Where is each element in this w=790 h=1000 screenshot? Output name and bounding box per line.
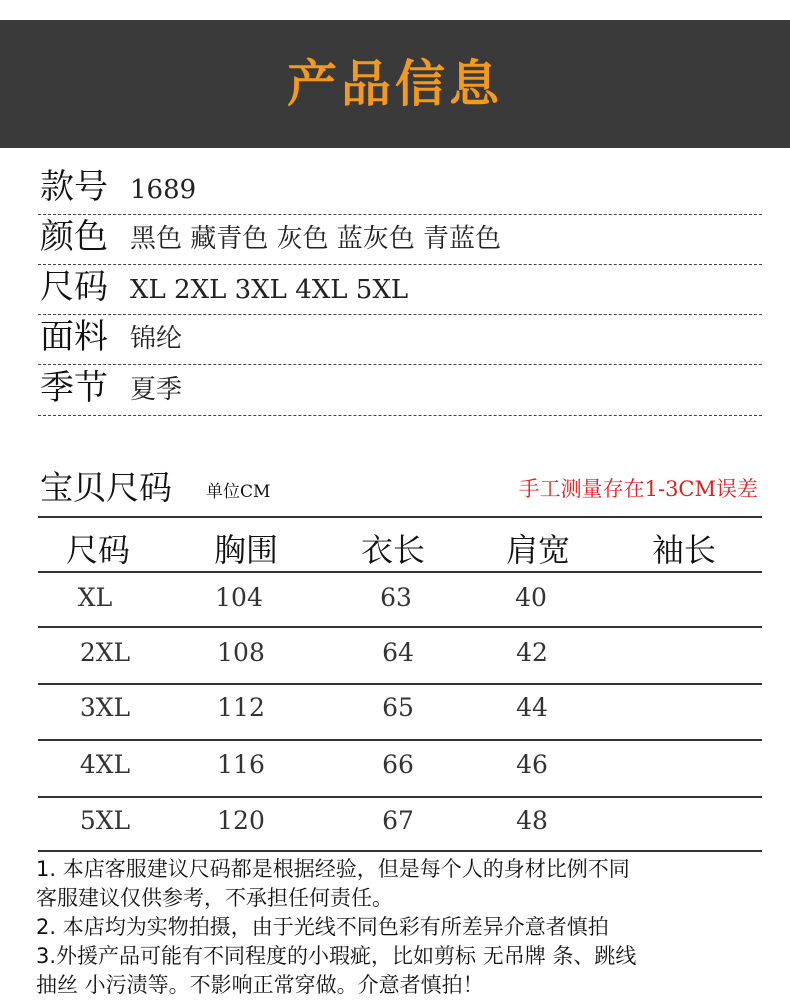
table-cell-chest: 104 xyxy=(215,583,263,612)
table-divider xyxy=(38,516,762,518)
table-header-size: 尺码 xyxy=(65,531,130,569)
table-header-chest: 胸围 xyxy=(213,531,278,569)
info-row-size xyxy=(38,265,762,315)
table-cell-size: 2XL xyxy=(79,638,131,667)
notes-section xyxy=(36,855,766,1000)
info-key-size: 尺码 xyxy=(40,267,108,307)
table-cell-shoulder: 46 xyxy=(516,750,548,779)
info-row-color xyxy=(38,215,762,265)
info-value-style-number: 1689 xyxy=(130,175,197,205)
table-cell-chest: 116 xyxy=(217,750,265,779)
table-divider xyxy=(38,739,762,741)
info-value-color: 黑色 藏青色 灰色 蓝灰色 青蓝色 xyxy=(130,224,502,254)
table-cell-shoulder: 40 xyxy=(515,583,547,612)
note-line: 2. 本店均为实物拍摄，由于光线不同色彩有所差异介意者慎拍 xyxy=(36,915,609,939)
table-divider xyxy=(38,850,762,852)
table-header-shoulder: 肩宽 xyxy=(505,531,570,569)
size-section-title: 宝贝尺码 xyxy=(40,468,172,507)
table-divider xyxy=(38,683,762,685)
table-cell-chest: 112 xyxy=(217,693,265,722)
table-cell-shoulder: 44 xyxy=(516,693,548,722)
table-cell-length: 63 xyxy=(380,583,412,612)
table-cell-size: 3XL xyxy=(79,693,131,722)
table-cell-chest: 120 xyxy=(217,806,265,835)
table-divider xyxy=(38,626,762,628)
table-divider xyxy=(38,571,762,573)
table-cell-size: XL xyxy=(77,583,113,612)
table-cell-size: 5XL xyxy=(79,806,131,835)
table-cell-length: 67 xyxy=(382,806,414,835)
table-cell-length: 66 xyxy=(382,750,414,779)
table-cell-shoulder: 42 xyxy=(516,638,548,667)
note-line: 客服建议仅供参考，不承担任何责任。 xyxy=(36,886,393,910)
size-section-header xyxy=(38,462,762,512)
info-key-season: 季节 xyxy=(40,368,108,408)
info-row-style-number xyxy=(38,165,762,215)
info-row-season xyxy=(38,366,762,416)
table-header-length: 衣长 xyxy=(360,531,425,569)
table-cell-size: 4XL xyxy=(79,750,131,779)
page-header xyxy=(0,20,790,148)
note-line: 抽丝 小污渍等。不影响正常穿做。介意者慎拍！ xyxy=(36,973,484,997)
table-cell-shoulder: 48 xyxy=(516,806,548,835)
info-value-fabric: 锦纶 xyxy=(130,324,183,354)
page-title: 产品信息 xyxy=(287,55,503,113)
info-key-color: 颜色 xyxy=(40,217,108,257)
info-value-season: 夏季 xyxy=(130,375,183,405)
info-key-fabric: 面料 xyxy=(40,317,108,357)
info-key-style-number: 款号 xyxy=(40,167,108,207)
info-value-size: XL 2XL 3XL 4XL 5XL xyxy=(130,275,409,305)
measurement-error-note: 手工测量存在1-3CM误差 xyxy=(518,477,758,501)
table-cell-length: 64 xyxy=(382,638,414,667)
note-line: 3.外援产品可能有不同程度的小瑕疵，比如剪标 无吊牌 条、跳线 xyxy=(36,944,637,968)
size-unit-label: 单位CM xyxy=(206,482,271,502)
table-cell-chest: 108 xyxy=(217,638,265,667)
table-cell-length: 65 xyxy=(382,693,414,722)
note-line: 1. 本店客服建议尺码都是根据经验，但是每个人的身材比例不同 xyxy=(36,857,630,881)
table-header-sleeve: 袖长 xyxy=(651,531,716,569)
info-row-fabric xyxy=(38,315,762,365)
table-divider xyxy=(38,796,762,798)
